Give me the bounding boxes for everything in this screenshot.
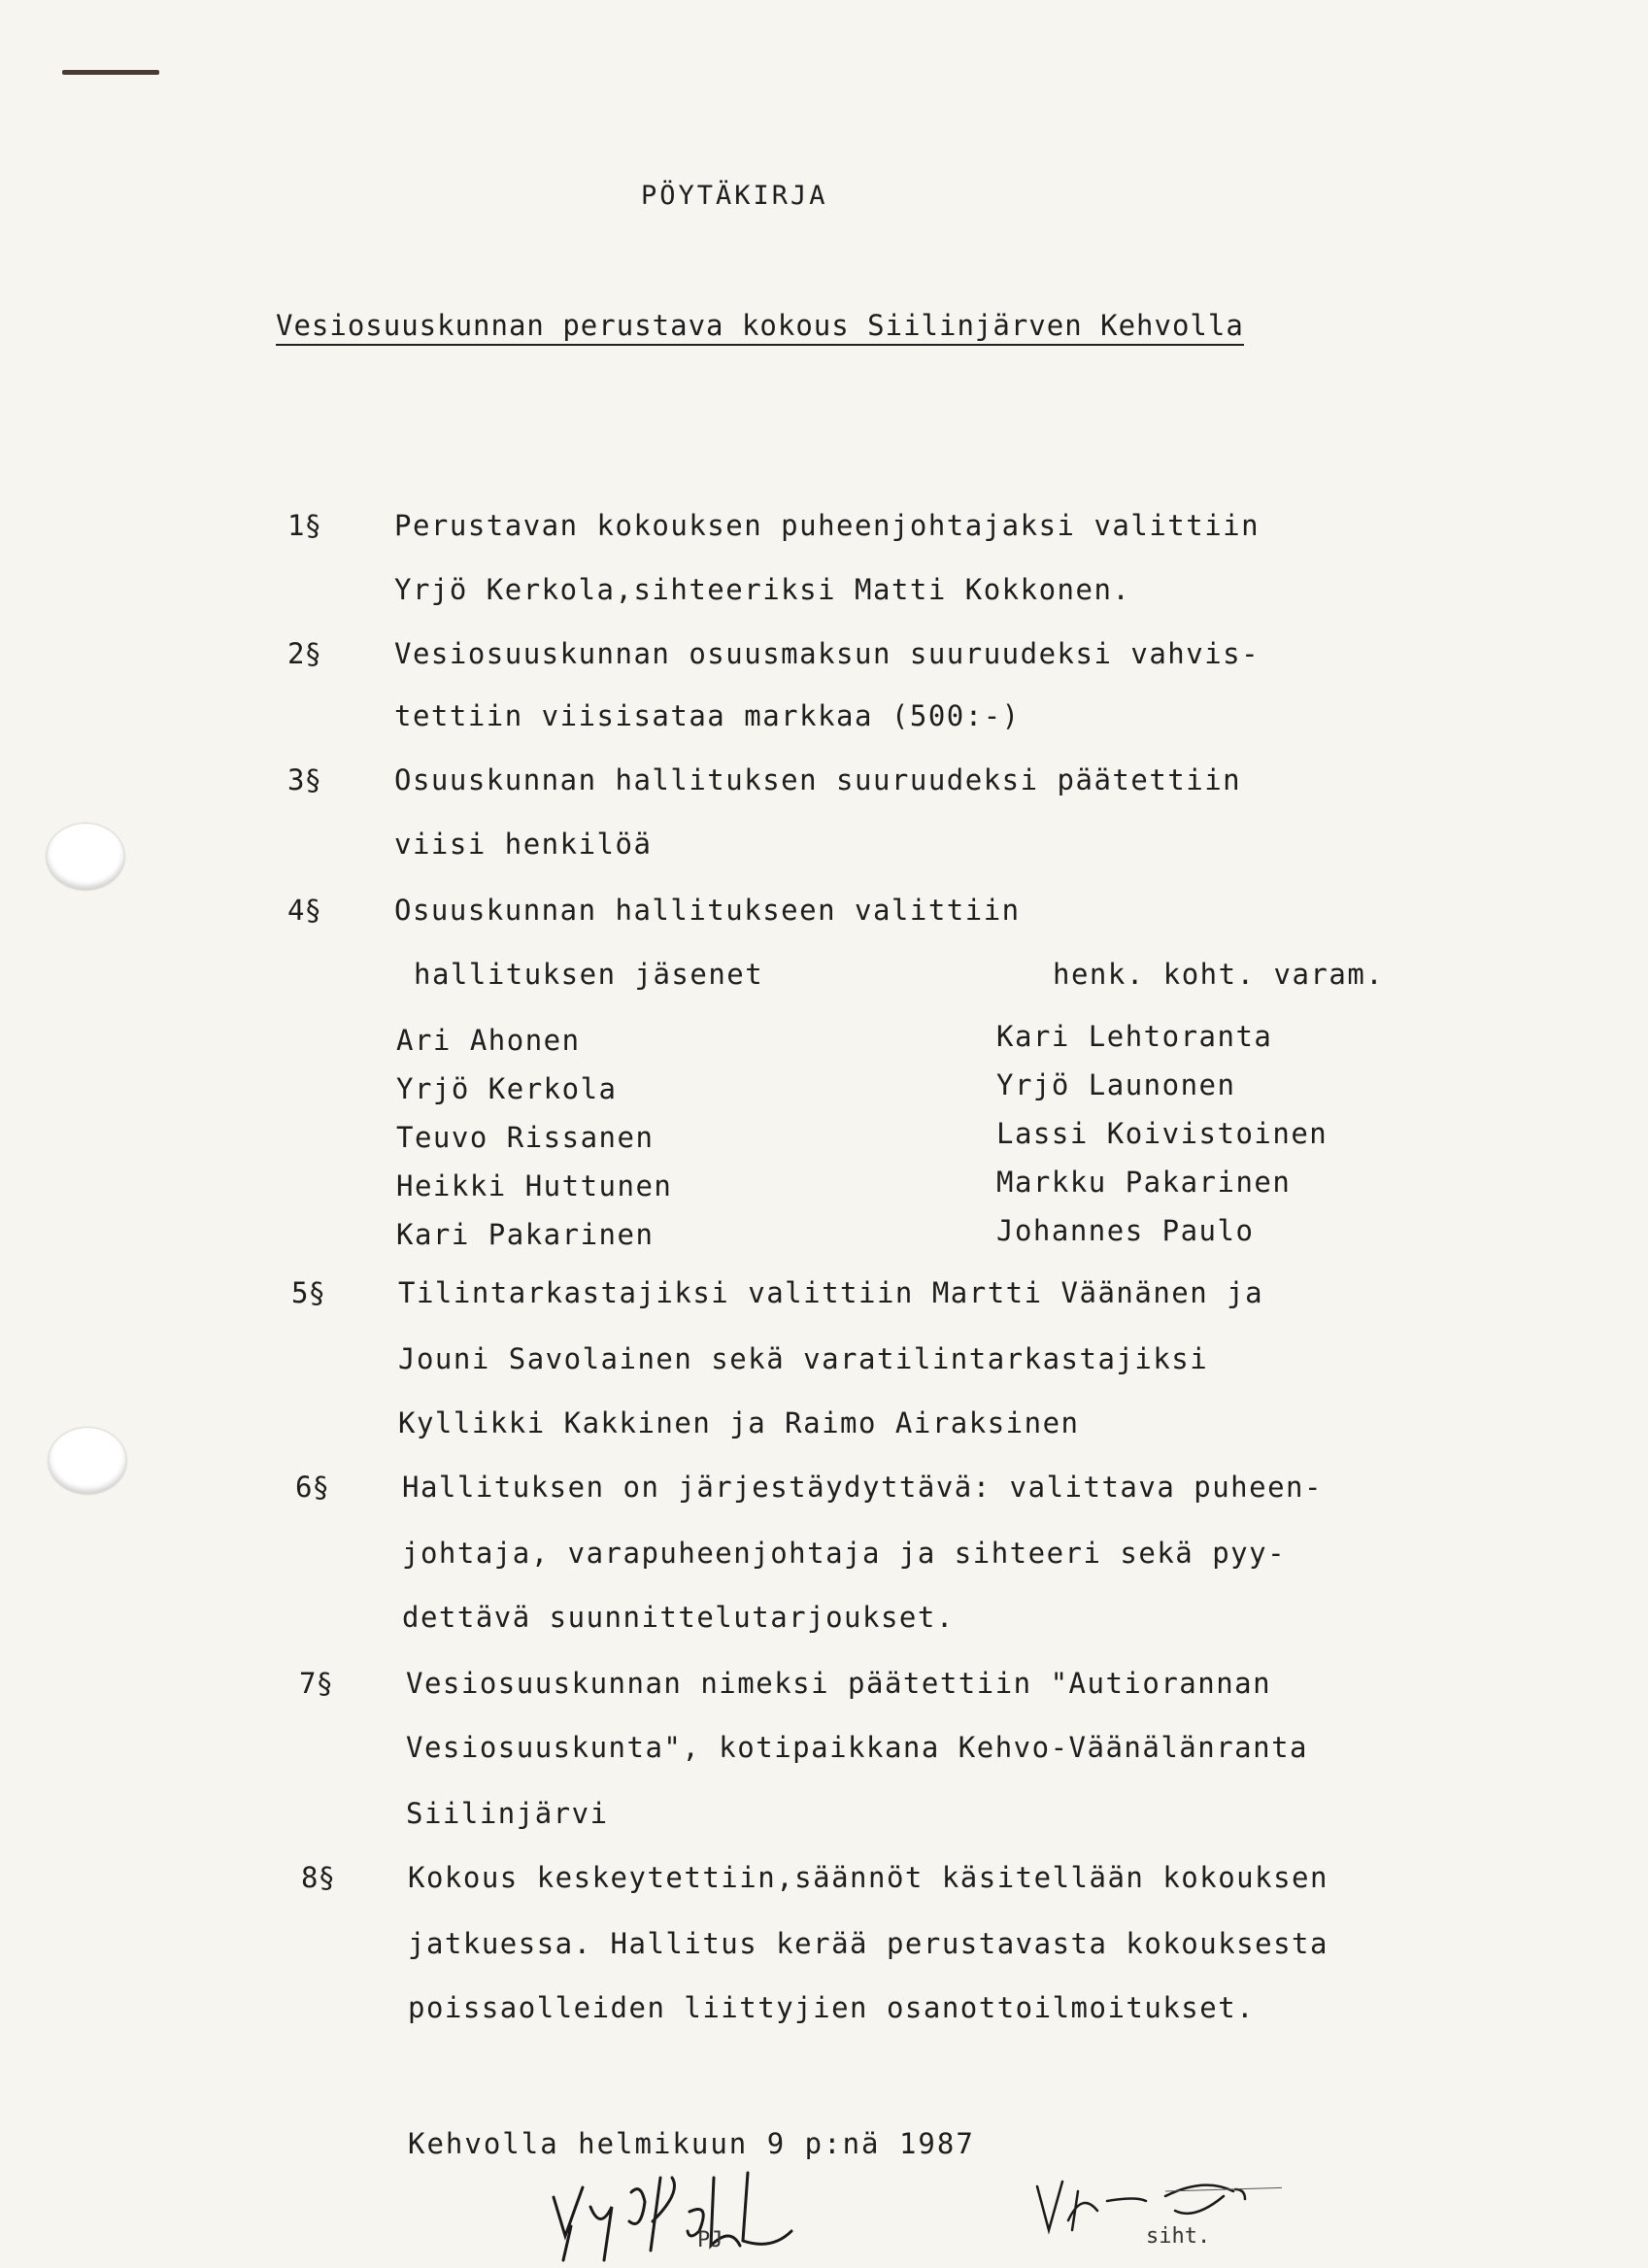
section-line: Yrjö Kerkola,sihteeriksi Matti Kokkonen. <box>394 573 1131 606</box>
section-line: Perustavan kokouksen puheenjohtajaksi valittiin <box>394 509 1261 542</box>
section-line: dettävä suunnittelutarjoukset. <box>402 1601 955 1634</box>
section-line: Jouni Savolainen sekä varatilintarkastajiksi <box>398 1342 1209 1375</box>
board-deputy: Yrjö Launonen <box>996 1068 1236 1101</box>
board-member: Teuvo Rissanen <box>396 1121 655 1154</box>
section-number: 5§ <box>291 1276 325 1309</box>
section-line: Vesiosuuskunnan nimeksi päätettiin "Autiorannan <box>406 1667 1272 1700</box>
board-member: Heikki Huttunen <box>396 1169 673 1202</box>
section-line: Kokous keskeytettiin,säännöt käsitellään kokouksen <box>408 1861 1328 1894</box>
section-number: 4§ <box>287 894 321 927</box>
section-number: 3§ <box>287 763 321 796</box>
document-subtitle: Vesiosuuskunnan perustava kokous Siilinjärven Kehvolla <box>276 309 1244 346</box>
section-line: Kyllikki Kakkinen ja Raimo Airaksinen <box>398 1406 1080 1439</box>
board-member: Ari Ahonen <box>396 1024 581 1057</box>
section-line: jatkuessa. Hallitus kerää perustavasta kokouksesta <box>408 1927 1328 1960</box>
section-number: 8§ <box>301 1861 335 1894</box>
board-deputy: Kari Lehtoranta <box>996 1020 1273 1053</box>
section-line: tettiin viisisataa markkaa (500:-) <box>394 699 1021 732</box>
dateline: Kehvolla helmikuun 9 p:nä 1987 <box>408 2127 975 2160</box>
punch-hole-top <box>47 824 124 890</box>
board-deputy: Lassi Koivistoinen <box>996 1117 1328 1150</box>
section-line: Hallituksen on järjestäydyttävä: valittava puheen- <box>402 1471 1323 1504</box>
section-line: Osuuskunnan hallituksen suuruudeksi päätettiin <box>394 763 1242 796</box>
board-member: Kari Pakarinen <box>396 1218 655 1251</box>
section-line: Siilinjärvi <box>406 1797 609 1830</box>
punch-hole-bottom <box>49 1428 126 1494</box>
document-title: PÖYTÄKIRJA <box>641 181 828 211</box>
section-line: johtaja, varapuheenjohtaja ja sihteeri sekä pyy- <box>402 1537 1287 1570</box>
section-line: Vesiosuuskunta", kotipaikkana Kehvo-Väänälänranta <box>406 1731 1309 1764</box>
section-line: Tilintarkastajiksi valittiin Martti Väänänen ja <box>398 1276 1264 1309</box>
section-number: 1§ <box>287 509 321 542</box>
board-deputy: Johannes Paulo <box>996 1214 1255 1247</box>
section-number: 7§ <box>299 1667 333 1700</box>
board-deputy: Markku Pakarinen <box>996 1166 1292 1199</box>
staple-mark <box>62 70 159 75</box>
section-number: 6§ <box>295 1471 329 1504</box>
chair-signature <box>544 2158 932 2265</box>
section-line: poissaolleiden liittyjien osanottoilmoitukset. <box>408 1991 1256 2024</box>
section-line: Osuuskunnan hallitukseen valittiin <box>394 894 1021 927</box>
board-member: Yrjö Kerkola <box>396 1072 618 1105</box>
deputies-column-header: henk. koht. varam. <box>1053 958 1385 991</box>
chair-mark: PJ <box>697 2228 723 2252</box>
section-number: 2§ <box>287 637 321 670</box>
section-line: Vesiosuuskunnan osuusmaksun suuruudeksi vahvis- <box>394 637 1261 670</box>
section-line: viisi henkilöä <box>394 828 653 861</box>
secretary-mark: siht. <box>1146 2224 1211 2249</box>
members-column-header: hallituksen jäsenet <box>414 958 764 991</box>
